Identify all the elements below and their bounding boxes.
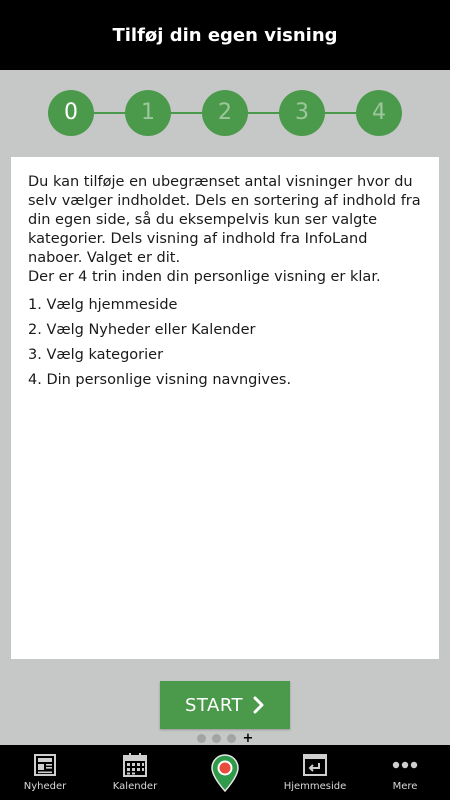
step-2: 2 [202,90,248,136]
start-button[interactable] [160,681,290,729]
start-button-label: START [184,694,244,716]
list-item: 1. Vælg hjemmeside [28,297,178,313]
steps-list [28,296,423,390]
bottom-tab-bar [0,745,450,800]
intro-summary: Der er 4 trin inden din personlige visning er klar. [28,269,381,285]
step-connector [171,112,202,114]
page-dot[interactable] [212,734,221,743]
step-1: 1 [125,90,171,136]
map-pin-icon [211,753,239,793]
calendar-icon [123,752,147,778]
tab-nyheder[interactable] [0,745,90,800]
home-page-icon [303,752,327,778]
add-page-icon[interactable]: + [242,730,254,746]
tab-mere[interactable] [360,745,450,800]
info-card [11,157,439,659]
intro-text [28,173,423,287]
step-connector [248,112,279,114]
tab-label: Kalender [112,781,158,792]
tab-map[interactable] [180,745,270,800]
header-bar [0,0,450,70]
page-title: Tilføj din egen visning [112,24,338,46]
list-item: 3. Vælg kategorier [28,347,164,363]
step-indicator [0,70,450,155]
page-dot[interactable] [197,734,206,743]
step-4: 4 [356,90,402,136]
newspaper-icon [34,752,56,778]
chevron-right-icon [253,696,265,714]
tab-label: Hjemmeside [283,781,347,792]
tab-kalender[interactable] [90,745,180,800]
intro-paragraph: Du kan tilføje en ubegrænset antal visninger hvor du selv vælger indholdet. Dels en sortering af indhold fra din egen side, så du eksempelvis kun ser valgte kategorier. Dels visning af indhold fra InfoLand naboer. Valget er dit. [28,174,421,266]
tab-hjemmeside[interactable] [270,745,360,800]
page-indicator [0,731,450,745]
page-dot[interactable] [227,734,236,743]
step-connector [94,112,125,114]
tab-label: Nyheder [23,781,67,792]
tab-label: Mere [392,781,418,792]
step-0: 0 [48,90,94,136]
more-dots-icon [392,752,418,778]
step-3: 3 [279,90,325,136]
step-connector [325,112,356,114]
list-item: 2. Vælg Nyheder eller Kalender [28,322,256,338]
list-item: 4. Din personlige visning navngives. [28,372,292,388]
